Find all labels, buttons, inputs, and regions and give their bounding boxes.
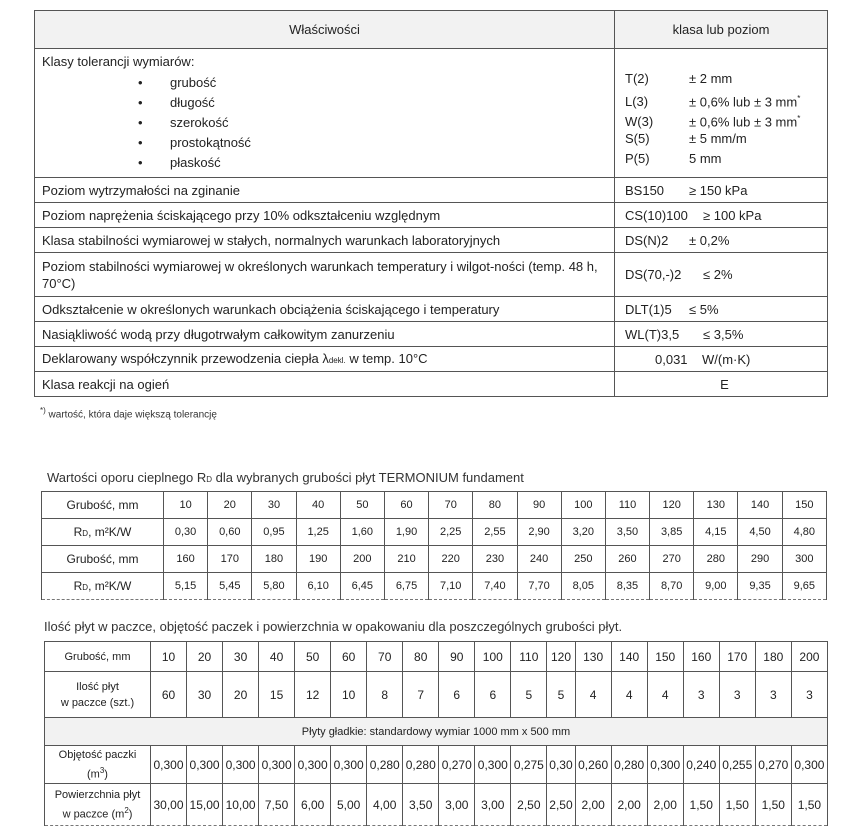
smooth-row: [45, 718, 828, 746]
tolerance-values: [625, 49, 827, 169]
resistance-row: [42, 519, 827, 546]
property-label: Poziom wytrzymałości na zginanie: [35, 178, 615, 203]
conductivity-value: 0,031: [655, 351, 688, 367]
pkg-area-cell: 1,50: [719, 784, 755, 826]
pkg-volume-cell: 0,300: [187, 746, 223, 784]
tolerance-code: T(2): [625, 71, 649, 86]
properties-header-row: [35, 11, 828, 49]
tolerance-amount: ± 5 mm/m: [689, 131, 747, 146]
property-row: [35, 203, 828, 228]
tolerance-label-cell: [35, 49, 615, 178]
pkg-thickness-cell: 110: [511, 642, 547, 672]
pkg-area-cell: 2,00: [575, 784, 611, 826]
pkg-count-cell: 7: [403, 672, 439, 718]
thickness-cell: 30: [252, 492, 296, 519]
resistance-cell: 1,25: [296, 519, 340, 546]
area-label-sup: 2: [124, 805, 129, 815]
pkg-area-cell: 3,50: [403, 784, 439, 826]
thickness-cell: 190: [296, 546, 340, 573]
pkg-volume-cell: 0,300: [151, 746, 187, 784]
pkg-count-cell: 5: [511, 672, 547, 718]
tolerance-value: [625, 129, 827, 149]
resistance-cell: 6,45: [340, 573, 384, 600]
property-label: Poziom naprężenia ściskającego przy 10% odkształceniu względnym: [35, 203, 615, 228]
resistance-cell: 9,00: [694, 573, 738, 600]
pkg-area-cell: 30,00: [151, 784, 187, 826]
pkg-area-cell: 2,50: [511, 784, 547, 826]
properties-table: [34, 10, 828, 397]
pkg-thickness-cell: 100: [475, 642, 511, 672]
resistance-cell: 8,35: [605, 573, 649, 600]
pkg-thickness-cell: 150: [647, 642, 683, 672]
pkg-volume-cell: 0,270: [755, 746, 791, 784]
tolerance-item: • grubość: [42, 73, 614, 93]
thickness-cell: 180: [252, 546, 296, 573]
thickness-cell: 250: [561, 546, 605, 573]
tolerance-title: Klasy tolerancji wymiarów:: [42, 54, 195, 69]
property-row: [35, 228, 828, 253]
resistance-caption-sub: D: [206, 475, 212, 484]
resistance-cell: 2,55: [473, 519, 517, 546]
tolerance-amount: ± 0,6% lub ± 3 mm: [689, 114, 798, 130]
resistance-caption-post: dla wybranych grubości płyt TERMONIUM fundament: [212, 470, 524, 485]
thickness-row: [42, 546, 827, 573]
thickness-cell: 130: [694, 492, 738, 519]
count-label-1: Ilość płyt: [76, 680, 119, 693]
thickness-header: Grubość, mm: [42, 492, 164, 519]
resistance-cell: 6,10: [296, 573, 340, 600]
tolerance-row: [35, 49, 828, 178]
conductivity-label-text: Deklarowany współczynnik przewodzenia ciepła λ: [42, 350, 329, 366]
pkg-thickness-cell: 80: [403, 642, 439, 672]
pkg-volume-cell: 0,275: [511, 746, 547, 784]
pkg-thickness-row: [45, 642, 828, 672]
pkg-thickness-header: Grubość, mm: [45, 642, 151, 672]
tolerance-amount: ± 0,6% lub ± 3 mm: [689, 94, 798, 110]
resistance-caption-text: Wartości oporu cieplnego R: [47, 470, 207, 485]
pkg-count-cell: 60: [151, 672, 187, 718]
pkg-thickness-cell: 130: [575, 642, 611, 672]
resistance-row: [42, 573, 827, 600]
tolerance-item: • płaskość: [42, 153, 614, 173]
property-row: [35, 297, 828, 322]
pkg-area-cell: 1,50: [683, 784, 719, 826]
resistance-cell: 5,15: [164, 573, 208, 600]
pkg-count-cell: 12: [295, 672, 331, 718]
pkg-count-cell: 5: [547, 672, 575, 718]
property-value: ≥ 100 kPa: [703, 207, 762, 223]
tolerance-value: [625, 89, 827, 109]
resistance-cell: 8,05: [561, 573, 605, 600]
fire-value: E: [615, 372, 828, 397]
tolerance-value: [625, 109, 827, 129]
pkg-area-cell: 3,00: [439, 784, 475, 826]
resistance-cell: 1,90: [384, 519, 428, 546]
pkg-volume-cell: 0,260: [575, 746, 611, 784]
pkg-thickness-cell: 30: [223, 642, 259, 672]
property-value: ≥ 150 kPa: [689, 182, 748, 198]
resistance-cell: 4,15: [694, 519, 738, 546]
pkg-thickness-cell: 120: [547, 642, 575, 672]
package-table: [44, 641, 828, 826]
package-caption: Ilość płyt w paczce, objętość paczek i powierzchnia w opakowaniu dla poszczególnych grubości płyt.: [44, 619, 623, 634]
footnote-mark: *): [40, 406, 46, 415]
thickness-cell: 290: [738, 546, 782, 573]
thickness-cell: 100: [561, 492, 605, 519]
property-value: ≤ 2%: [703, 267, 733, 282]
pkg-count-cell: 10: [331, 672, 367, 718]
conductivity-value-cell: [615, 347, 828, 372]
resistance-cell: 7,40: [473, 573, 517, 600]
pkg-volume-header: [45, 746, 151, 784]
footnote-text: wartość, która daje większą tolerancję: [45, 409, 217, 421]
tolerance-code: S(5): [625, 131, 650, 146]
resistance-cell: 3,50: [605, 519, 649, 546]
pkg-thickness-cell: 160: [683, 642, 719, 672]
pkg-count-cell: 15: [259, 672, 295, 718]
pkg-volume-cell: 0,280: [403, 746, 439, 784]
resistance-cell: 2,90: [517, 519, 561, 546]
pkg-area-cell: 3,00: [475, 784, 511, 826]
property-label: Klasa stabilności wymiarowej w stałych, normalnych warunkach laboratoryjnych: [35, 228, 615, 253]
pkg-volume-row: [45, 746, 828, 784]
area-label-1: Powierzchnia płyt: [54, 788, 141, 801]
conductivity-label: [35, 347, 615, 372]
resistance-cell: 4,50: [738, 519, 782, 546]
smooth-label: Płyty gładkie: standardowy wymiar 1000 mm x 500 mm: [45, 718, 828, 746]
conductivity-row: [35, 347, 828, 372]
pkg-count-cell: 4: [611, 672, 647, 718]
property-value-cell: [615, 297, 828, 322]
conductivity-label-sub: dekl.: [328, 355, 346, 365]
thickness-header: Grubość, mm: [42, 546, 164, 573]
tolerance-values-cell: [615, 49, 828, 178]
tolerance-amount: 5 mm: [689, 151, 722, 166]
property-code: CS(10)100: [625, 207, 688, 223]
pkg-count-cell: 3: [719, 672, 755, 718]
volume-label-2: [45, 763, 150, 783]
pkg-area-cell: 15,00: [187, 784, 223, 826]
thickness-cell: 50: [340, 492, 384, 519]
pkg-volume-cell: 0,270: [439, 746, 475, 784]
thickness-cell: 220: [429, 546, 473, 573]
thickness-cell: 210: [384, 546, 428, 573]
r-label-sub: D: [82, 583, 89, 592]
pkg-area-cell: 10,00: [223, 784, 259, 826]
tolerance-item: • szerokość: [42, 113, 614, 133]
r-label-post: , m²K/W: [88, 579, 132, 593]
tolerance-item: • długość: [42, 93, 614, 113]
property-value-cell: [615, 253, 828, 297]
pkg-count-cell: 4: [647, 672, 683, 718]
pkg-count-cell: 3: [791, 672, 827, 718]
resistance-cell: 6,75: [384, 573, 428, 600]
pkg-count-row: [45, 672, 828, 718]
header-class: klasa lub poziom: [615, 11, 828, 49]
resistance-cell: 9,35: [738, 573, 782, 600]
r-label-sub: D: [82, 529, 89, 538]
pkg-volume-cell: 0,300: [223, 746, 259, 784]
property-value: ± 0,2%: [689, 232, 730, 248]
pkg-thickness-cell: 60: [331, 642, 367, 672]
property-code: WL(T)3,5: [625, 326, 680, 342]
resistance-cell: 9,65: [782, 573, 826, 600]
resistance-cell: 4,80: [782, 519, 826, 546]
property-label: Nasiąkliwość wodą przy długotrwałym całkowitym zanurzeniu: [35, 322, 615, 347]
property-code: DS(N)2: [625, 232, 669, 248]
tolerance-amount: ± 2 mm: [689, 71, 733, 86]
pkg-volume-cell: 0,300: [331, 746, 367, 784]
pkg-volume-cell: 0,280: [367, 746, 403, 784]
thickness-cell: 90: [517, 492, 561, 519]
pkg-volume-cell: 0,255: [719, 746, 755, 784]
tolerance-value: [625, 69, 827, 89]
volume-label-3: ): [104, 768, 108, 781]
pkg-area-cell: 7,50: [259, 784, 295, 826]
pkg-volume-cell: 0,300: [647, 746, 683, 784]
resistance-cell: 7,70: [517, 573, 561, 600]
thickness-cell: 200: [340, 546, 384, 573]
conductivity-unit: W/(m·K): [702, 351, 751, 367]
property-code: DLT(1)5: [625, 301, 672, 317]
thickness-cell: 170: [208, 546, 252, 573]
property-row: [35, 178, 828, 203]
pkg-thickness-cell: 40: [259, 642, 295, 672]
pkg-thickness-cell: 140: [611, 642, 647, 672]
pkg-thickness-cell: 20: [187, 642, 223, 672]
property-code: DS(70,-)2: [625, 267, 682, 282]
thickness-cell: 140: [738, 492, 782, 519]
tolerance-code: P(5): [625, 151, 650, 166]
resistance-cell: 0,95: [252, 519, 296, 546]
tolerance-code: L(3): [625, 94, 649, 110]
pkg-area-cell: 1,50: [791, 784, 827, 826]
area-label-2: [45, 803, 150, 823]
pkg-count-cell: 8: [367, 672, 403, 718]
pkg-thickness-cell: 50: [295, 642, 331, 672]
pkg-thickness-cell: 200: [791, 642, 827, 672]
resistance-cell: 0,60: [208, 519, 252, 546]
fire-label: Klasa reakcji na ogień: [35, 372, 615, 397]
pkg-count-cell: 4: [575, 672, 611, 718]
pkg-volume-cell: 0,280: [611, 746, 647, 784]
thickness-cell: 110: [605, 492, 649, 519]
pkg-volume-cell: 0,30: [547, 746, 575, 784]
property-value-cell: [615, 322, 828, 347]
property-label: Odkształcenie w określonych warunkach obciążenia ściskającego i temperatury: [35, 297, 615, 322]
pkg-volume-cell: 0,300: [791, 746, 827, 784]
resistance-table: [41, 491, 827, 600]
thickness-row: [42, 492, 827, 519]
property-value-cell: [615, 228, 828, 253]
pkg-count-cell: 30: [187, 672, 223, 718]
pkg-count-cell: 3: [683, 672, 719, 718]
pkg-volume-cell: 0,300: [295, 746, 331, 784]
pkg-thickness-cell: 10: [151, 642, 187, 672]
resistance-cell: 5,45: [208, 573, 252, 600]
thickness-cell: 150: [782, 492, 826, 519]
pkg-count-cell: 6: [475, 672, 511, 718]
resistance-caption: [47, 470, 524, 485]
thickness-cell: 280: [694, 546, 738, 573]
resistance-cell: 2,25: [429, 519, 473, 546]
pkg-area-cell: 2,50: [547, 784, 575, 826]
property-code: BS150: [625, 182, 665, 198]
pkg-volume-cell: 0,300: [475, 746, 511, 784]
thickness-cell: 160: [164, 546, 208, 573]
pkg-area-header: [45, 784, 151, 826]
resistance-cell: 5,80: [252, 573, 296, 600]
resistance-cell: 7,10: [429, 573, 473, 600]
area-label-2a: w paczce (m: [62, 808, 125, 821]
property-value-cell: [615, 178, 828, 203]
resistance-header: [42, 573, 164, 600]
pkg-thickness-cell: 90: [439, 642, 475, 672]
r-label-post: , m²K/W: [88, 525, 132, 539]
pkg-area-cell: 1,50: [755, 784, 791, 826]
count-label-2: w paczce (szt.): [60, 696, 135, 709]
volume-label-2a: (m: [87, 768, 100, 781]
thickness-cell: 300: [782, 546, 826, 573]
resistance-cell: 0,30: [164, 519, 208, 546]
tolerance-list: [42, 73, 614, 173]
pkg-count-header: [45, 672, 151, 718]
resistance-cell: 3,85: [650, 519, 694, 546]
thickness-cell: 80: [473, 492, 517, 519]
tolerance-item: • prostokątność: [42, 133, 614, 153]
pkg-area-cell: 4,00: [367, 784, 403, 826]
property-value: ≤ 3,5%: [703, 326, 744, 342]
resistance-cell: 1,60: [340, 519, 384, 546]
pkg-count-cell: 20: [223, 672, 259, 718]
area-label-3: ): [128, 808, 133, 821]
pkg-volume-cell: 0,300: [259, 746, 295, 784]
property-value-cell: [615, 203, 828, 228]
resistance-cell: 8,70: [650, 573, 694, 600]
thickness-cell: 60: [384, 492, 428, 519]
pkg-area-row: [45, 784, 828, 826]
property-row: [35, 322, 828, 347]
pkg-count-cell: 6: [439, 672, 475, 718]
thickness-cell: 120: [650, 492, 694, 519]
r-label: R: [73, 525, 83, 539]
thickness-cell: 240: [517, 546, 561, 573]
pkg-thickness-cell: 170: [719, 642, 755, 672]
tolerance-value: [625, 149, 827, 169]
pkg-area-cell: 2,00: [647, 784, 683, 826]
fire-row: [35, 372, 828, 397]
volume-label-sup: 3: [99, 765, 105, 775]
header-property: Właściwości: [35, 11, 615, 49]
thickness-cell: 40: [296, 492, 340, 519]
tolerance-mark: *: [797, 114, 801, 123]
thickness-cell: 270: [650, 546, 694, 573]
r-label: R: [73, 579, 83, 593]
pkg-count-cell: 3: [755, 672, 791, 718]
thickness-cell: 70: [429, 492, 473, 519]
pkg-area-cell: 6,00: [295, 784, 331, 826]
tolerance-mark: *: [797, 94, 801, 103]
conductivity-label-post: w temp. 10°C: [345, 350, 428, 366]
footnote: [40, 406, 217, 420]
pkg-area-cell: 5,00: [331, 784, 367, 826]
thickness-cell: 10: [164, 492, 208, 519]
pkg-volume-cell: 0,240: [683, 746, 719, 784]
pkg-thickness-cell: 180: [755, 642, 791, 672]
resistance-header: [42, 519, 164, 546]
resistance-cell: 3,20: [561, 519, 605, 546]
property-label: Poziom stabilności wymiarowej w określonych warunkach temperatury i wilgot-ności (temp. 48 h, 70°C): [35, 253, 615, 297]
thickness-cell: 20: [208, 492, 252, 519]
pkg-thickness-cell: 70: [367, 642, 403, 672]
pkg-area-cell: 2,00: [611, 784, 647, 826]
property-value: ≤ 5%: [689, 301, 719, 317]
property-row: [35, 253, 828, 297]
tolerance-code: W(3): [625, 114, 654, 130]
volume-label-1: Objętość paczki: [58, 748, 137, 761]
thickness-cell: 260: [605, 546, 649, 573]
thickness-cell: 230: [473, 546, 517, 573]
